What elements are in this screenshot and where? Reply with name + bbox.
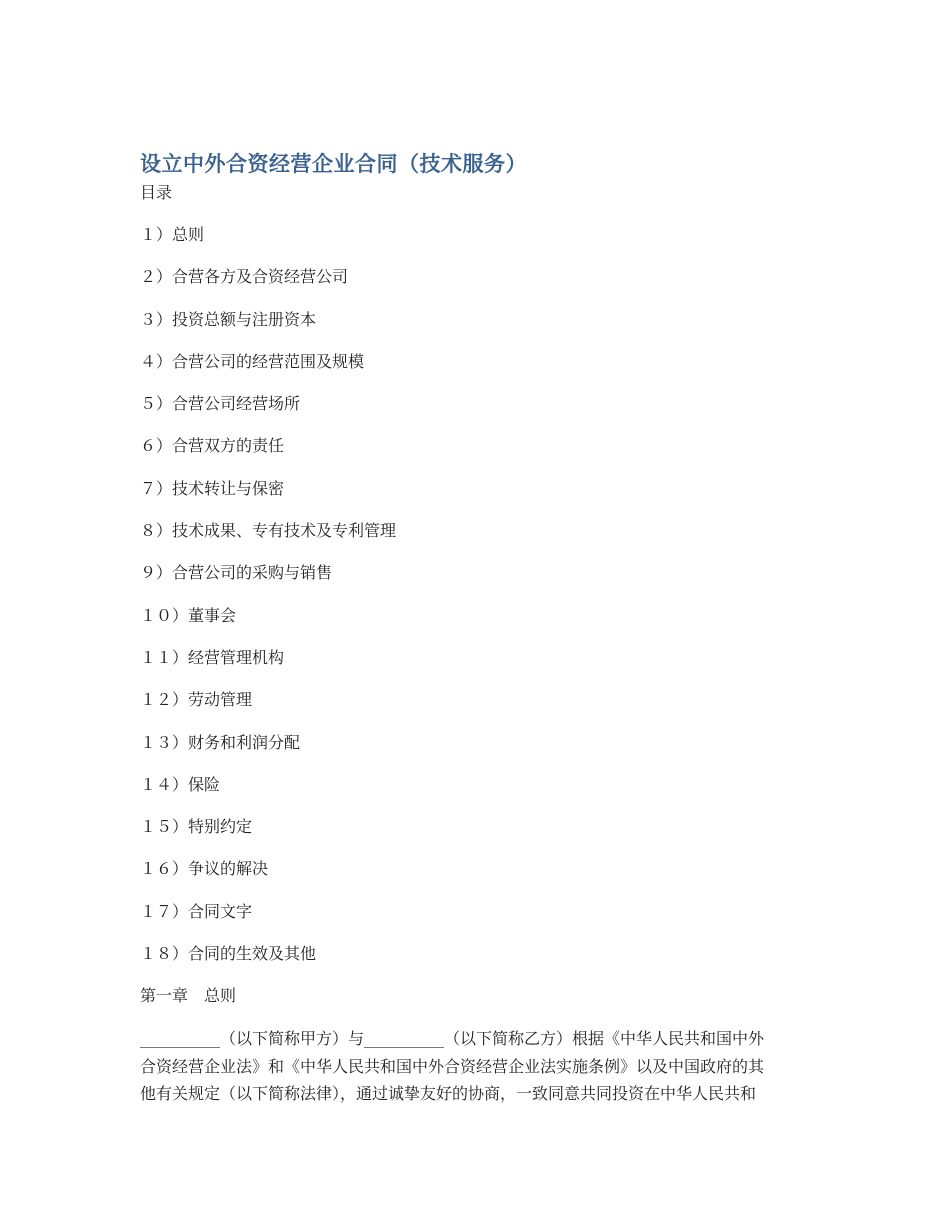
body-line: 他有关规定（以下简称法律），通过诚挚友好的协商，一致同意共同投资在中华人民共和 xyxy=(140,1084,757,1104)
toc-item: １５）特别约定 xyxy=(140,817,253,837)
body-line: 合资经营企业法》和《中华人民共和国中外合资经营企业法实施条例》以及中国政府的其 xyxy=(140,1056,765,1076)
toc-item: ６）合营双方的责任 xyxy=(140,436,285,456)
toc-item: １２）劳动管理 xyxy=(140,690,253,710)
document-page xyxy=(140,148,810,1108)
toc-item: １６）争议的解决 xyxy=(140,859,269,879)
body-line: __________（以下简称甲方）与__________（以下简称乙方）根据《中华人民共和国中外 xyxy=(140,1029,765,1049)
toc-item: ５）合营公司经营场所 xyxy=(140,394,301,414)
toc-item: １）总则 xyxy=(140,225,205,244)
toc-item: ３）投资总额与注册资本 xyxy=(140,309,317,329)
document-title: 设立中外合资经营企业合同（技术服务） xyxy=(140,152,527,176)
toc-item: ２）合营各方及合资经营公司 xyxy=(140,267,349,287)
chapter-heading: 第一章 总则 xyxy=(140,986,237,1006)
toc-heading: 目录 xyxy=(140,183,173,202)
toc-item: １０）董事会 xyxy=(140,605,237,625)
toc-list xyxy=(140,222,810,983)
toc-item: １４）保险 xyxy=(140,774,221,794)
toc-item: １７）合同文字 xyxy=(140,901,253,921)
body-paragraph xyxy=(140,1025,810,1108)
toc-item: １８）合同的生效及其他 xyxy=(140,944,317,964)
toc-item: １３）财务和利润分配 xyxy=(140,732,301,752)
toc-item: ７）技术转让与保密 xyxy=(140,478,285,498)
toc-item: ９）合营公司的采购与销售 xyxy=(140,563,333,583)
toc-item: ８）技术成果、专有技术及专利管理 xyxy=(140,521,397,541)
toc-item: ４）合营公司的经营范围及规模 xyxy=(140,351,365,371)
toc-item: １１）经营管理机构 xyxy=(140,647,285,667)
